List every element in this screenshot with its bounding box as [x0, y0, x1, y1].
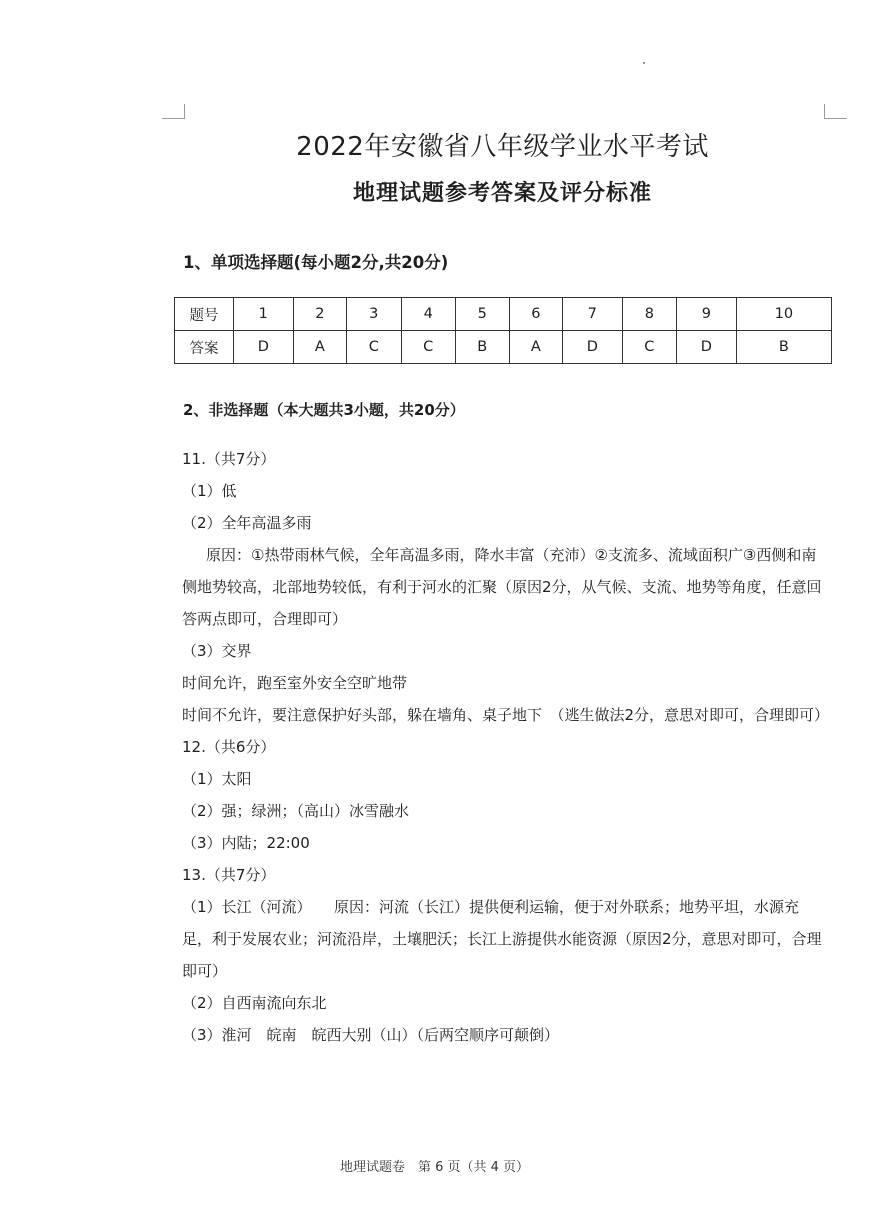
table-cell: C [347, 331, 401, 364]
table-cell: 3 [347, 298, 401, 331]
section2-heading: 2、非选择题（本大题共3小题，共20分） [183, 401, 465, 419]
table-cell: 7 [563, 298, 623, 331]
answer-line: （3）淮河 皖南 皖西大别（山）（后两空顺序可颠倒） [182, 1026, 560, 1044]
answer-paragraph: 时间不允许，要注意保护好头部，躲在墙角、桌子地下 （逃生做法2分，意思对即可，合理即可） [182, 706, 830, 724]
table-cell: 6 [509, 298, 562, 331]
page-footer: 地理试题卷 第 6 页（共 4 页） [339, 1160, 530, 1175]
answer-line: （2）全年高温多雨 [182, 514, 312, 532]
table-cell: 2 [293, 298, 346, 331]
crop-mark-right [824, 104, 847, 119]
row-header-answer: 答案 [175, 331, 234, 364]
table-cell: D [677, 331, 737, 364]
table-cell: 4 [401, 298, 455, 331]
table-cell: A [509, 331, 562, 364]
crop-mark-left [162, 104, 185, 119]
row-header-number: 题号 [175, 298, 234, 331]
table-cell: B [455, 331, 509, 364]
answer-paragraph: 原因：①热带雨林气候，全年高温多雨，降水丰富（充沛）②支流多、流域面积广③西侧和南侧地势较高，北部地势较低，有利于河水的汇聚（原因2分，从气候、支流、地势等角度，任意回答两点即可，合理即可） [182, 546, 822, 628]
section1-heading: 1、单项选择题(每小题2分,共20分) [183, 253, 449, 272]
answer-line: 时间允许，跑至室外安全空旷地带 [182, 674, 408, 692]
answer-line: （3）交界 [182, 642, 252, 660]
document-subtitle: 地理试题参考答案及评分标准 [352, 181, 652, 206]
scan-speck [643, 62, 645, 64]
table-cell: B [736, 331, 831, 364]
table-cell: 9 [677, 298, 737, 331]
table-cell: C [401, 331, 455, 364]
table-cell: 10 [736, 298, 831, 331]
table-cell: C [622, 331, 676, 364]
table-cell: A [293, 331, 346, 364]
answer-line: （2）自西南流向东北 [182, 994, 327, 1012]
answer-line: （1）低 [182, 482, 237, 500]
answer-paragraph: （1）长江（河流） 原因：河流（长江）提供便利运输，便于对外联系；地势平坦，水源充足，利于发展农业；河流沿岸，土壤肥沃；长江上游提供水能资源（原因2分，意思对即可，合理即可） [182, 898, 822, 980]
document-title: 2022年安徽省八年级学业水平考试 [296, 132, 709, 162]
answer-table [174, 297, 832, 364]
table-cell: 5 [455, 298, 509, 331]
table-cell: D [563, 331, 623, 364]
table-cell: 1 [234, 298, 294, 331]
table-cell: 8 [622, 298, 676, 331]
question-12-header: 12.（共6分） [182, 738, 276, 756]
table-cell: D [234, 331, 294, 364]
answer-line: （1）太阳 [182, 770, 252, 788]
answer-line: （2）强；绿洲；（高山）冰雪融水 [182, 802, 410, 820]
answer-line: （3）内陆；22:00 [182, 834, 310, 852]
question-11-header: 11.（共7分） [182, 450, 276, 468]
question-13-header: 13.（共7分） [182, 866, 276, 884]
table-row-answers [175, 331, 832, 364]
answer-content [182, 443, 830, 1051]
table-row-numbers [175, 298, 832, 331]
